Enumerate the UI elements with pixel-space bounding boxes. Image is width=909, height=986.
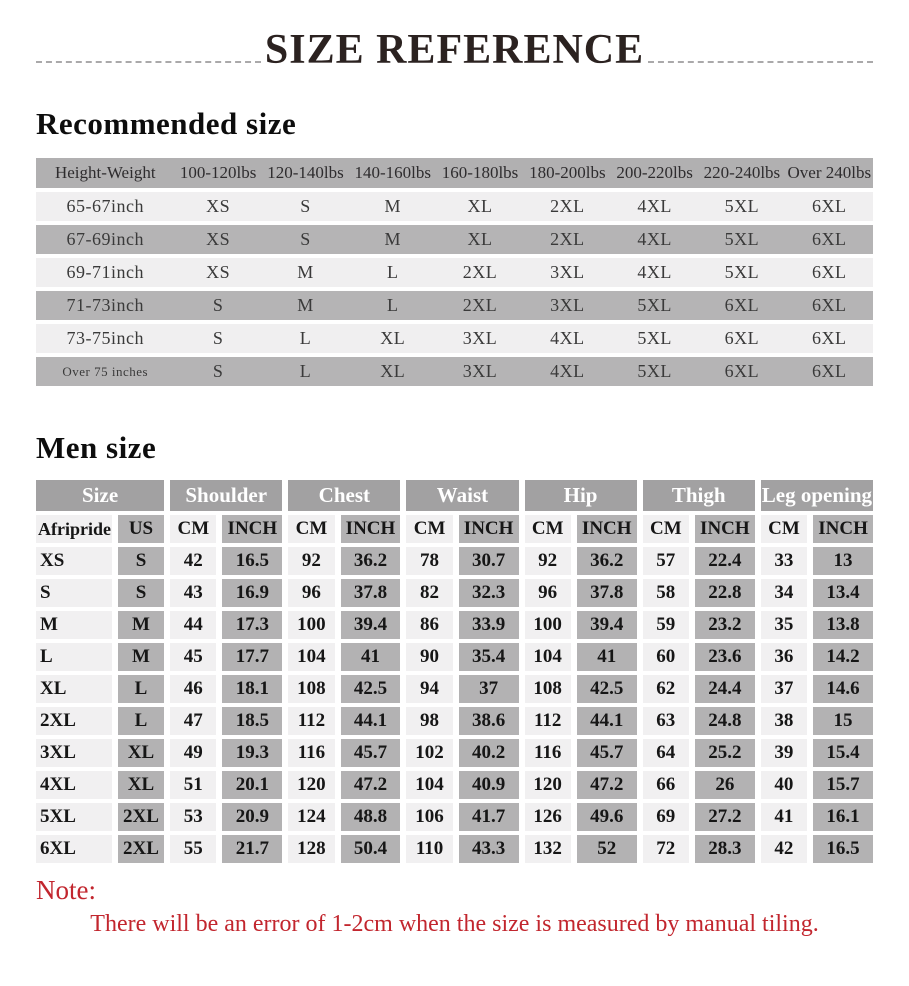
- brand-size-cell: 6XL: [36, 835, 112, 863]
- inch-value-cell: 13: [813, 547, 873, 575]
- inch-value-cell: 19.3: [222, 739, 282, 767]
- recommended-header-row: [36, 158, 873, 188]
- brand-size-cell: 4XL: [36, 771, 112, 799]
- cm-value-cell: 34: [761, 579, 807, 607]
- us-size-header: US: [118, 515, 164, 543]
- cm-value-cell: 120: [288, 771, 334, 799]
- men-size-table: [30, 476, 879, 867]
- cm-value-cell: 49: [170, 739, 216, 767]
- size-value-cell: 2XL: [524, 225, 611, 254]
- size-value-cell: XS: [175, 258, 262, 287]
- men-table-row: [36, 579, 873, 607]
- inch-value-cell: 41.7: [459, 803, 519, 831]
- cm-value-cell: 37: [761, 675, 807, 703]
- title-row: [36, 26, 873, 74]
- size-value-cell: 5XL: [698, 258, 785, 287]
- weight-range-column-header: 180-200lbs: [524, 158, 611, 188]
- size-value-cell: 6XL: [698, 291, 785, 320]
- size-value-cell: M: [262, 258, 349, 287]
- recommended-size-table: [36, 154, 873, 390]
- cm-value-cell: 86: [406, 611, 452, 639]
- size-value-cell: XS: [175, 225, 262, 254]
- note-label: Note:: [36, 875, 96, 905]
- inch-value-cell: 20.9: [222, 803, 282, 831]
- us-size-cell: L: [118, 675, 164, 703]
- measure-group-header: Shoulder: [170, 480, 282, 511]
- cm-value-cell: 112: [288, 707, 334, 735]
- inch-value-cell: 43.3: [459, 835, 519, 863]
- inch-value-cell: 45.7: [341, 739, 401, 767]
- measure-group-header: Size: [36, 480, 164, 511]
- inch-value-cell: 22.8: [695, 579, 755, 607]
- brand-size-cell: M: [36, 611, 112, 639]
- cm-value-cell: 44: [170, 611, 216, 639]
- cm-value-cell: 100: [288, 611, 334, 639]
- size-value-cell: 6XL: [786, 324, 873, 353]
- size-value-cell: 6XL: [786, 192, 873, 221]
- cm-value-cell: 66: [643, 771, 689, 799]
- inch-value-cell: 15.4: [813, 739, 873, 767]
- us-size-cell: 2XL: [118, 803, 164, 831]
- measure-group-header: Leg opening: [761, 480, 873, 511]
- inch-value-cell: 39.4: [577, 611, 637, 639]
- size-value-cell: 6XL: [786, 291, 873, 320]
- cm-value-cell: 106: [406, 803, 452, 831]
- inch-value-cell: 20.1: [222, 771, 282, 799]
- cm-value-cell: 96: [525, 579, 571, 607]
- recommended-table-row: [36, 357, 873, 386]
- cm-value-cell: 128: [288, 835, 334, 863]
- men-table-row: [36, 771, 873, 799]
- cm-unit-header: CM: [406, 515, 452, 543]
- cm-value-cell: 60: [643, 643, 689, 671]
- size-value-cell: 4XL: [524, 357, 611, 386]
- size-value-cell: 5XL: [698, 192, 785, 221]
- size-value-cell: 5XL: [698, 225, 785, 254]
- us-size-cell: S: [118, 579, 164, 607]
- inch-value-cell: 23.6: [695, 643, 755, 671]
- cm-value-cell: 63: [643, 707, 689, 735]
- cm-value-cell: 36: [761, 643, 807, 671]
- inch-value-cell: 37: [459, 675, 519, 703]
- cm-value-cell: 59: [643, 611, 689, 639]
- recommended-table-row: [36, 324, 873, 353]
- inch-value-cell: 16.5: [222, 547, 282, 575]
- cm-value-cell: 40: [761, 771, 807, 799]
- height-row-label: Over 75 inches: [36, 357, 175, 386]
- inch-unit-header: INCH: [813, 515, 873, 543]
- cm-value-cell: 41: [761, 803, 807, 831]
- weight-range-column-header: 220-240lbs: [698, 158, 785, 188]
- cm-value-cell: 53: [170, 803, 216, 831]
- size-reference-page: [0, 26, 909, 938]
- brand-size-cell: 5XL: [36, 803, 112, 831]
- cm-unit-header: CM: [288, 515, 334, 543]
- size-value-cell: 6XL: [786, 258, 873, 287]
- us-size-cell: S: [118, 547, 164, 575]
- inch-value-cell: 47.2: [341, 771, 401, 799]
- cm-value-cell: 78: [406, 547, 452, 575]
- brand-size-cell: 2XL: [36, 707, 112, 735]
- cm-value-cell: 96: [288, 579, 334, 607]
- cm-value-cell: 82: [406, 579, 452, 607]
- cm-value-cell: 100: [525, 611, 571, 639]
- cm-value-cell: 62: [643, 675, 689, 703]
- inch-value-cell: 33.9: [459, 611, 519, 639]
- inch-value-cell: 15.7: [813, 771, 873, 799]
- height-row-label: 67-69inch: [36, 225, 175, 254]
- weight-range-column-header: 120-140lbs: [262, 158, 349, 188]
- size-value-cell: M: [262, 291, 349, 320]
- size-value-cell: L: [262, 324, 349, 353]
- cm-value-cell: 110: [406, 835, 452, 863]
- inch-value-cell: 18.5: [222, 707, 282, 735]
- inch-value-cell: 50.4: [341, 835, 401, 863]
- cm-value-cell: 112: [525, 707, 571, 735]
- inch-unit-header: INCH: [459, 515, 519, 543]
- recommended-size-heading: Recommended size: [36, 106, 297, 141]
- men-size-heading: Men size: [36, 430, 157, 465]
- cm-unit-header: CM: [525, 515, 571, 543]
- size-value-cell: S: [175, 291, 262, 320]
- cm-value-cell: 108: [288, 675, 334, 703]
- recommended-table-row: [36, 258, 873, 287]
- cm-value-cell: 42: [170, 547, 216, 575]
- cm-value-cell: 124: [288, 803, 334, 831]
- size-value-cell: 5XL: [611, 291, 698, 320]
- inch-value-cell: 25.2: [695, 739, 755, 767]
- size-value-cell: 6XL: [698, 357, 785, 386]
- height-row-label: 69-71inch: [36, 258, 175, 287]
- weight-range-column-header: 140-160lbs: [349, 158, 436, 188]
- inch-unit-header: INCH: [695, 515, 755, 543]
- cm-value-cell: 126: [525, 803, 571, 831]
- weight-range-column-header: Over 240lbs: [786, 158, 873, 188]
- inch-unit-header: INCH: [341, 515, 401, 543]
- size-value-cell: 5XL: [611, 324, 698, 353]
- brand-size-cell: XS: [36, 547, 112, 575]
- size-value-cell: 3XL: [436, 357, 523, 386]
- size-value-cell: 2XL: [524, 192, 611, 221]
- brand-size-cell: L: [36, 643, 112, 671]
- inch-value-cell: 13.8: [813, 611, 873, 639]
- inch-value-cell: 18.1: [222, 675, 282, 703]
- height-row-label: 65-67inch: [36, 192, 175, 221]
- inch-value-cell: 44.1: [577, 707, 637, 735]
- inch-value-cell: 42.5: [341, 675, 401, 703]
- size-value-cell: 3XL: [524, 291, 611, 320]
- size-value-cell: 6XL: [786, 225, 873, 254]
- us-size-cell: M: [118, 611, 164, 639]
- cm-value-cell: 42: [761, 835, 807, 863]
- inch-value-cell: 17.3: [222, 611, 282, 639]
- inch-value-cell: 48.8: [341, 803, 401, 831]
- cm-value-cell: 55: [170, 835, 216, 863]
- inch-value-cell: 36.2: [577, 547, 637, 575]
- men-table-row: [36, 547, 873, 575]
- size-value-cell: 3XL: [524, 258, 611, 287]
- us-size-cell: XL: [118, 771, 164, 799]
- inch-value-cell: 27.2: [695, 803, 755, 831]
- inch-value-cell: 44.1: [341, 707, 401, 735]
- inch-value-cell: 35.4: [459, 643, 519, 671]
- size-value-cell: 4XL: [611, 192, 698, 221]
- measure-group-header: Thigh: [643, 480, 755, 511]
- cm-value-cell: 38: [761, 707, 807, 735]
- us-size-cell: M: [118, 643, 164, 671]
- cm-value-cell: 72: [643, 835, 689, 863]
- height-row-label: 73-75inch: [36, 324, 175, 353]
- measure-group-header: Chest: [288, 480, 400, 511]
- brand-label: Afripride: [36, 515, 112, 543]
- cm-value-cell: 102: [406, 739, 452, 767]
- cm-unit-header: CM: [170, 515, 216, 543]
- size-value-cell: S: [175, 324, 262, 353]
- cm-value-cell: 92: [288, 547, 334, 575]
- size-value-cell: 3XL: [436, 324, 523, 353]
- men-size-table-wrap: [30, 476, 879, 867]
- cm-value-cell: 98: [406, 707, 452, 735]
- brand-size-cell: S: [36, 579, 112, 607]
- cm-value-cell: 43: [170, 579, 216, 607]
- height-row-label: 71-73inch: [36, 291, 175, 320]
- cm-value-cell: 57: [643, 547, 689, 575]
- recommended-table-row: [36, 225, 873, 254]
- inch-value-cell: 36.2: [341, 547, 401, 575]
- inch-value-cell: 13.4: [813, 579, 873, 607]
- size-value-cell: 6XL: [786, 357, 873, 386]
- size-value-cell: L: [349, 258, 436, 287]
- size-value-cell: L: [349, 291, 436, 320]
- cm-value-cell: 104: [288, 643, 334, 671]
- brand-size-cell: XL: [36, 675, 112, 703]
- us-size-cell: 2XL: [118, 835, 164, 863]
- inch-value-cell: 24.4: [695, 675, 755, 703]
- inch-value-cell: 23.2: [695, 611, 755, 639]
- size-value-cell: S: [175, 357, 262, 386]
- cm-value-cell: 46: [170, 675, 216, 703]
- cm-value-cell: 116: [288, 739, 334, 767]
- inch-value-cell: 47.2: [577, 771, 637, 799]
- size-value-cell: XL: [349, 324, 436, 353]
- cm-value-cell: 69: [643, 803, 689, 831]
- men-group-header-row: [36, 480, 873, 511]
- size-value-cell: M: [349, 192, 436, 221]
- inch-value-cell: 21.7: [222, 835, 282, 863]
- cm-value-cell: 39: [761, 739, 807, 767]
- cm-value-cell: 64: [643, 739, 689, 767]
- size-value-cell: 4XL: [524, 324, 611, 353]
- men-table-row: [36, 643, 873, 671]
- height-weight-column-header: Height-Weight: [36, 158, 175, 188]
- inch-unit-header: INCH: [577, 515, 637, 543]
- inch-value-cell: 41: [577, 643, 637, 671]
- inch-value-cell: 30.7: [459, 547, 519, 575]
- inch-value-cell: 14.2: [813, 643, 873, 671]
- men-unit-header-row: [36, 515, 873, 543]
- size-value-cell: 2XL: [436, 291, 523, 320]
- inch-value-cell: 15: [813, 707, 873, 735]
- recommended-table-row: [36, 192, 873, 221]
- size-value-cell: XL: [436, 192, 523, 221]
- size-value-cell: XS: [175, 192, 262, 221]
- measure-group-header: Hip: [525, 480, 637, 511]
- measure-group-header: Waist: [406, 480, 518, 511]
- inch-value-cell: 24.8: [695, 707, 755, 735]
- size-value-cell: XL: [436, 225, 523, 254]
- inch-value-cell: 17.7: [222, 643, 282, 671]
- size-value-cell: 6XL: [698, 324, 785, 353]
- inch-value-cell: 38.6: [459, 707, 519, 735]
- cm-value-cell: 35: [761, 611, 807, 639]
- inch-value-cell: 40.9: [459, 771, 519, 799]
- size-value-cell: S: [262, 192, 349, 221]
- cm-value-cell: 104: [525, 643, 571, 671]
- size-value-cell: S: [262, 225, 349, 254]
- size-value-cell: L: [262, 357, 349, 386]
- cm-value-cell: 58: [643, 579, 689, 607]
- inch-value-cell: 41: [341, 643, 401, 671]
- cm-value-cell: 45: [170, 643, 216, 671]
- cm-value-cell: 108: [525, 675, 571, 703]
- cm-value-cell: 92: [525, 547, 571, 575]
- cm-value-cell: 94: [406, 675, 452, 703]
- inch-value-cell: 37.8: [577, 579, 637, 607]
- size-value-cell: 5XL: [611, 357, 698, 386]
- cm-unit-header: CM: [643, 515, 689, 543]
- cm-value-cell: 51: [170, 771, 216, 799]
- cm-value-cell: 120: [525, 771, 571, 799]
- size-value-cell: XL: [349, 357, 436, 386]
- weight-range-column-header: 160-180lbs: [436, 158, 523, 188]
- men-table-row: [36, 707, 873, 735]
- cm-value-cell: 104: [406, 771, 452, 799]
- note-text: There will be an error of 1-2cm when the size is measured by manual tiling.: [90, 911, 819, 937]
- title-dash-left: [36, 61, 261, 63]
- inch-value-cell: 22.4: [695, 547, 755, 575]
- cm-value-cell: 116: [525, 739, 571, 767]
- inch-value-cell: 14.6: [813, 675, 873, 703]
- inch-value-cell: 37.8: [341, 579, 401, 607]
- inch-value-cell: 49.6: [577, 803, 637, 831]
- men-table-row: [36, 835, 873, 863]
- inch-value-cell: 32.3: [459, 579, 519, 607]
- inch-value-cell: 40.2: [459, 739, 519, 767]
- weight-range-column-header: 200-220lbs: [611, 158, 698, 188]
- men-table-row: [36, 675, 873, 703]
- inch-value-cell: 39.4: [341, 611, 401, 639]
- brand-size-cell: 3XL: [36, 739, 112, 767]
- recommended-table-row: [36, 291, 873, 320]
- cm-value-cell: 132: [525, 835, 571, 863]
- cm-unit-header: CM: [761, 515, 807, 543]
- us-size-cell: XL: [118, 739, 164, 767]
- cm-value-cell: 90: [406, 643, 452, 671]
- size-value-cell: M: [349, 225, 436, 254]
- cm-value-cell: 33: [761, 547, 807, 575]
- inch-value-cell: 16.1: [813, 803, 873, 831]
- inch-value-cell: 26: [695, 771, 755, 799]
- men-table-row: [36, 739, 873, 767]
- size-value-cell: 4XL: [611, 225, 698, 254]
- size-value-cell: 4XL: [611, 258, 698, 287]
- size-value-cell: 2XL: [436, 258, 523, 287]
- inch-value-cell: 45.7: [577, 739, 637, 767]
- us-size-cell: L: [118, 707, 164, 735]
- weight-range-column-header: 100-120lbs: [175, 158, 262, 188]
- page-title: SIZE REFERENCE: [264, 27, 645, 73]
- inch-value-cell: 42.5: [577, 675, 637, 703]
- inch-value-cell: 16.5: [813, 835, 873, 863]
- cm-value-cell: 47: [170, 707, 216, 735]
- inch-value-cell: 16.9: [222, 579, 282, 607]
- title-dash-right: [648, 61, 873, 63]
- inch-value-cell: 52: [577, 835, 637, 863]
- inch-unit-header: INCH: [222, 515, 282, 543]
- men-table-row: [36, 803, 873, 831]
- men-table-row: [36, 611, 873, 639]
- inch-value-cell: 28.3: [695, 835, 755, 863]
